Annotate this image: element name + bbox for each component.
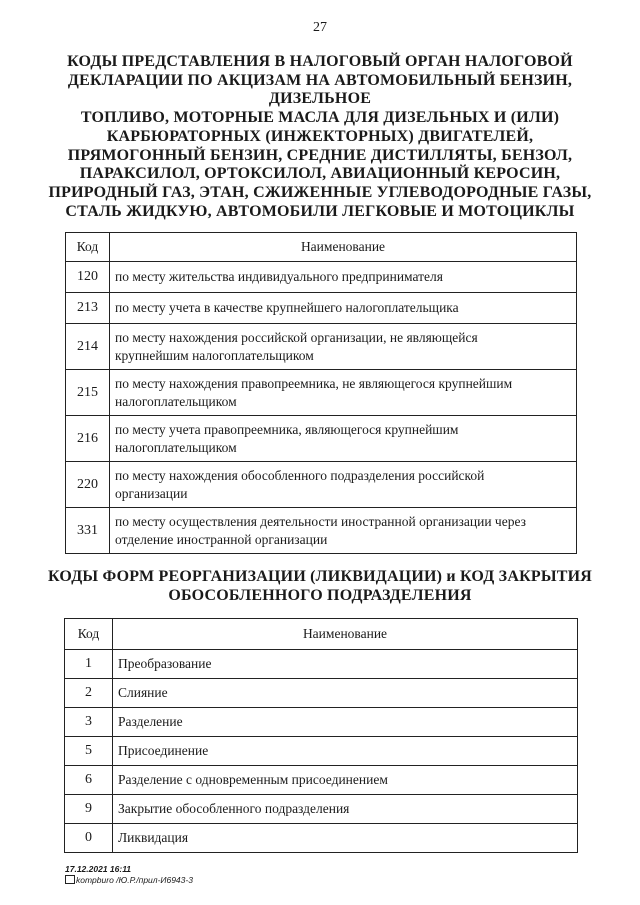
name-cell <box>110 416 577 462</box>
name-line: крупнейшим налогоплательщиком <box>115 347 314 363</box>
name-cell: Ликвидация <box>113 824 578 853</box>
title-line: СТАЛЬ ЖИДКУЮ, АВТОМОБИЛИ ЛЕГКОВЫЕ И МОТОЦИКЛЫ <box>65 202 575 220</box>
title-line: ПАРАКСИЛОЛ, ОРТОКСИЛОЛ, АВИАЦИОННЫЙ КЕРОСИН, <box>79 165 561 183</box>
name-line: по месту осуществления деятельности иностранной организации через <box>115 513 526 529</box>
name-cell: Разделение с одновременным присоединением <box>113 766 578 795</box>
section-title-reorganization-codes <box>40 568 600 605</box>
name-cell <box>110 462 577 508</box>
name-line: организации <box>115 485 188 501</box>
code-cell: 1 <box>65 650 113 679</box>
table-row <box>66 508 577 554</box>
name-line: налогоплательщиком <box>115 393 237 409</box>
table-row <box>65 737 578 766</box>
name-cell: Разделение <box>113 708 578 737</box>
table-row <box>65 679 578 708</box>
section-title-submission-codes <box>40 53 600 221</box>
table-row <box>65 824 578 853</box>
code-cell: 220 <box>66 462 110 508</box>
code-cell: 120 <box>66 262 110 293</box>
table-row <box>65 766 578 795</box>
name-line: по месту нахождения российской организации, не являющейся <box>115 329 478 345</box>
name-cell: Присоединение <box>113 737 578 766</box>
column-header-code: Код <box>66 233 110 262</box>
code-cell: 2 <box>65 679 113 708</box>
table-row <box>66 324 577 370</box>
code-cell: 216 <box>66 416 110 462</box>
table-row <box>65 708 578 737</box>
title-line: ДЕКЛАРАЦИИ ПО АКЦИЗАМ НА АВТОМОБИЛЬНЫЙ БЕНЗИН, <box>67 71 573 89</box>
code-cell: 214 <box>66 324 110 370</box>
code-cell: 331 <box>66 508 110 554</box>
name-cell: Слияние <box>113 679 578 708</box>
column-header-code: Код <box>65 619 113 650</box>
table-row <box>66 370 577 416</box>
code-cell: 6 <box>65 766 113 795</box>
table-row <box>66 262 577 293</box>
name-line: по месту нахождения правопреемника, не являющегося крупнейшим <box>115 375 513 391</box>
table-row <box>66 462 577 508</box>
table-row <box>66 416 577 462</box>
code-cell: 215 <box>66 370 110 416</box>
name-cell <box>110 370 577 416</box>
name-line: налогоплательщиком <box>115 439 237 455</box>
document-icon <box>65 875 75 884</box>
title-line: КОДЫ ФОРМ РЕОРГАНИЗАЦИИ (ЛИКВИДАЦИИ) и КОД ЗАКРЫТИЯ <box>47 568 593 585</box>
name-cell <box>110 508 577 554</box>
title-line: ПРИРОДНЫЙ ГАЗ, ЭТАН, СЖИЖЕННЫЕ УГЛЕВОДОРОДНЫЕ ГАЗЫ, <box>48 183 592 201</box>
footer-timestamp: 17.12.2021 16:11 <box>65 864 132 874</box>
table-row <box>65 650 578 679</box>
column-header-name: Наименование <box>113 619 578 650</box>
name-cell: по месту учета в качестве крупнейшего налогоплательщика <box>110 293 577 324</box>
table-header-row <box>65 619 578 650</box>
title-line: ДИЗЕЛЬНОЕ <box>268 90 372 108</box>
name-cell: Преобразование <box>113 650 578 679</box>
name-line: по месту нахождения обособленного подразделения российской <box>115 467 485 483</box>
code-cell: 0 <box>65 824 113 853</box>
submission-codes-table <box>65 232 577 554</box>
table-row <box>66 293 577 324</box>
reorganization-codes-table <box>64 618 578 853</box>
page-number: 27 <box>313 20 327 35</box>
name-line: отделение иностранной организации <box>115 531 328 547</box>
title-line: КОДЫ ПРЕДСТАВЛЕНИЯ В НАЛОГОВЫЙ ОРГАН НАЛОГОВОЙ <box>67 53 573 70</box>
name-line: по месту учета правопреемника, являющегося крупнейшим <box>115 421 459 437</box>
column-header-name: Наименование <box>110 233 577 262</box>
name-cell: по месту жительства индивидуального предпринимателя <box>110 262 577 293</box>
title-line: ПРЯМОГОННЫЙ БЕНЗИН, СРЕДНИЕ ДИСТИЛЛЯТЫ, БЕНЗОЛ, <box>67 146 573 164</box>
table-row <box>65 795 578 824</box>
title-line: ТОПЛИВО, МОТОРНЫЕ МАСЛА ДЛЯ ДИЗЕЛЬНЫХ И (ИЛИ) <box>80 109 560 127</box>
code-cell: 213 <box>66 293 110 324</box>
title-line: КАРБЮРАТОРНЫХ (ИНЖЕКТОРНЫХ) ДВИГАТЕЛЕЙ, <box>106 127 534 145</box>
table-header-row <box>66 233 577 262</box>
name-cell: Закрытие обособленного подразделения <box>113 795 578 824</box>
title-line: ОБОСОБЛЕННОГО ПОДРАЗДЕЛЕНИЯ <box>168 586 472 604</box>
document-footer <box>65 864 193 886</box>
code-cell: 9 <box>65 795 113 824</box>
name-cell <box>110 324 577 370</box>
footer-stamp: kompburo /Ю.Р./прил-И6943-3 <box>76 875 193 885</box>
code-cell: 3 <box>65 708 113 737</box>
code-cell: 5 <box>65 737 113 766</box>
footer-stamp-line <box>65 875 193 886</box>
